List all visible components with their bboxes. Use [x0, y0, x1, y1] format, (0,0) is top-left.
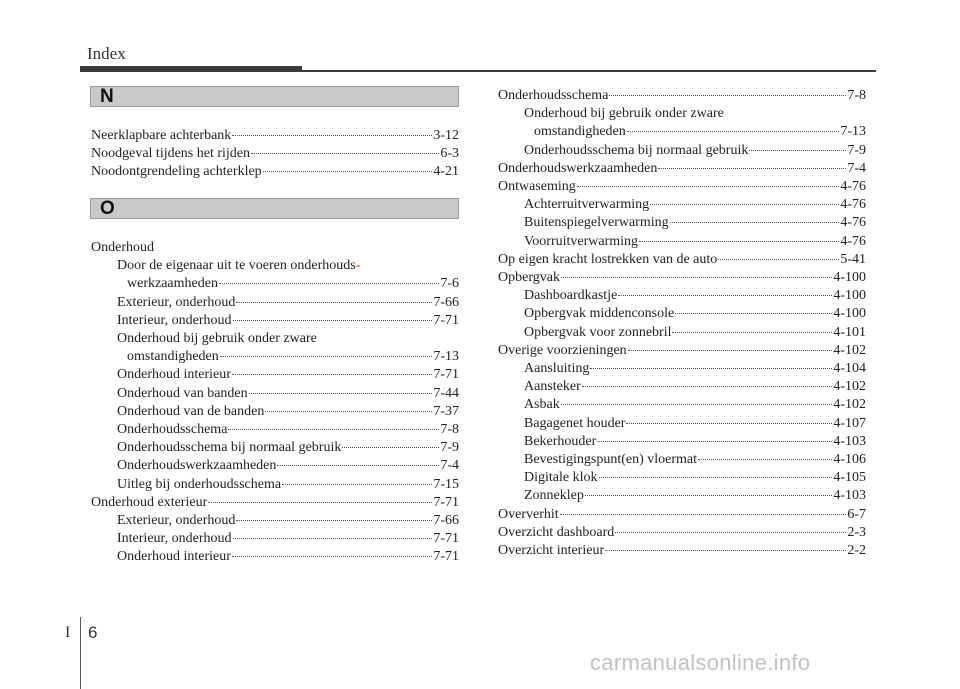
index-entry: Exterieur, onderhoud 7-66	[117, 294, 459, 310]
index-entry: Aansluiting 4-104	[524, 361, 866, 377]
index-entry: Oververhit 6-7	[498, 506, 866, 522]
section-n-entries	[91, 127, 459, 182]
index-entry: Digitale klok 4-105	[524, 470, 866, 486]
index-entry: Zonneklep 4-103	[524, 488, 866, 504]
index-entry: Op eigen kracht lostrekken van de auto 5-41	[498, 251, 866, 267]
footer-page-number: 6	[88, 623, 98, 642]
index-entry: Onderhoudsschema 7-8	[117, 422, 459, 438]
index-entry: Onderhoudswerkzaamheden 7-4	[498, 160, 866, 176]
section-letter-o-box	[90, 198, 459, 219]
index-entry: omstandigheden 7-13	[534, 124, 866, 140]
index-entry: Opbergvak 4-100	[498, 270, 866, 286]
index-entry: Buitenspiegelverwarming 4-76	[524, 215, 866, 231]
header-rule-thick	[80, 66, 302, 72]
section-letter-n: N	[100, 86, 114, 107]
footer-divider	[80, 617, 81, 689]
index-entry: Dashboardkastje 4-100	[524, 288, 866, 304]
page-title: Index	[87, 44, 126, 63]
right-column-entries	[498, 87, 866, 560]
index-entry: Onderhoud interieur 7-71	[117, 367, 459, 383]
section-o-entries	[91, 239, 459, 567]
section-letter-n-box	[90, 86, 459, 107]
index-entry: Opbergvak voor zonnebril 4-101	[524, 324, 866, 340]
index-heading: Onderhoud	[91, 240, 154, 255]
index-entry: Bagagenet houder 4-107	[524, 415, 866, 431]
index-entry: Achterruitverwarming 4-76	[524, 197, 866, 213]
index-entry: Onderhoud van banden 7-44	[117, 385, 459, 401]
index-entry: Onderhoud exterieur 7-71	[91, 494, 459, 510]
index-entry: Uitleg bij onderhoudsschema 7-15	[117, 476, 459, 492]
footer-section-letter: I	[65, 624, 71, 641]
index-entry: Noodgeval tijdens het rijden 6-3	[91, 146, 459, 162]
index-entry: Asbak 4-102	[524, 397, 866, 413]
index-entry: Overzicht interieur 2-2	[498, 543, 866, 559]
index-entry: Onderhoudsschema bij normaal gebruik 7-9	[524, 142, 866, 158]
section-letter-o: O	[100, 198, 115, 219]
index-entry: Onderhoudswerkzaamheden 7-4	[117, 458, 459, 474]
index-entry: Neerklapbare achterbank 3-12	[91, 128, 459, 143]
index-entry: Noodontgrendeling achterklep 4-21	[91, 164, 459, 180]
index-entry: Bekerhouder 4-103	[524, 433, 866, 449]
index-entry-line1: Onderhoud bij gebruik onder zware	[524, 106, 724, 122]
index-entry: werkzaamheden 7-6	[127, 276, 459, 292]
index-entry: Aansteker 4-102	[524, 379, 866, 395]
index-entry: omstandigheden 7-13	[127, 349, 459, 365]
index-entry: Opbergvak middenconsole 4-100	[524, 306, 866, 322]
index-entry: Interieur, onderhoud 7-71	[117, 531, 459, 547]
header-rule-thin	[300, 70, 876, 72]
index-entry: Onderhoud van de banden 7-37	[117, 403, 459, 419]
index-entry: Overige voorzieningen 4-102	[498, 342, 866, 358]
watermark: carmanualsonline.info	[590, 650, 811, 675]
index-entry: Ontwaseming 4-76	[498, 179, 866, 195]
index-entry: Voorruitverwarming 4-76	[524, 233, 866, 249]
index-entry-line1: Door de eigenaar uit te voeren onderhouds-	[117, 258, 361, 274]
index-entry: Onderhoud interieur 7-71	[117, 549, 459, 565]
index-entry: Onderhoudsschema 7-8	[498, 88, 866, 103]
index-entry-line1: Onderhoud bij gebruik onder zware	[117, 331, 317, 347]
index-entry: Exterieur, onderhoud 7-66	[117, 513, 459, 529]
index-entry: Bevestigingspunt(en) vloermat 4-106	[524, 452, 866, 468]
index-entry: Overzicht dashboard 2-3	[498, 524, 866, 540]
index-entry: Interieur, onderhoud 7-71	[117, 312, 459, 328]
index-entry: Onderhoudsschema bij normaal gebruik 7-9	[117, 440, 459, 456]
